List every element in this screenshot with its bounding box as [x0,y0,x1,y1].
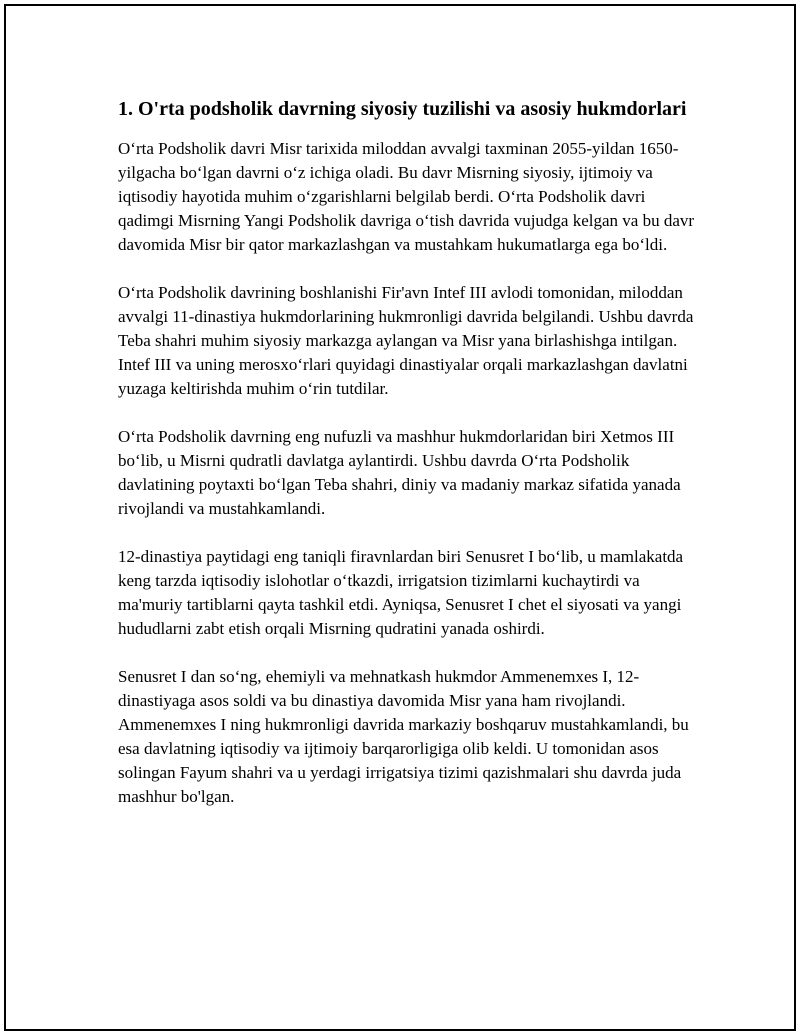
document-page [4,4,796,1031]
paragraph-3: O‘rta Podsholik davrning eng nufuzli va mashhur hukmdorlaridan biri Xetmos III bo‘lib, u Misrni qudratli davlatga aylantirdi. Ushbu davrda O‘rta Podsholik davlatining poytaxti bo‘lgan Teba shahri, diniy va madaniy markaz sifatida yanada rivojlandi va mustahkamlandi. [118,427,681,518]
paragraph-4: 12-dinastiya paytidagi eng taniqli firavnlardan biri Senusret I bo‘lib, u mamlakatda keng tarzda iqtisodiy islohotlar o‘tkazdi, irrigatsion tizimlarni kuchaytirdi va ma'muriy tartiblarni qayta tashkil etdi. Ayniqsa, Senusret I chet el siyosati va yangi hududlarni zabt etish orqali Misrning qudratini yanada oshirdi. [118,547,684,638]
paragraph-2: O‘rta Podsholik davrining boshlanishi Fir'avn Intef III avlodi tomonidan, miloddan avvalgi 11-dinastiya hukmdorlarining hukmronligi davrida belgilandi. Ushbu davrda Teba shahri muhim siyosiy markazga aylangan va Misr yana birlashishga intilgan. Intef III va uning merosxo‘rlari quyidagi dinastiyalar orqali markazlashgan davlatni yuzaga keltirishda muhim o‘rin tutdilar. [118,283,694,398]
section-heading: 1. O'rta podsholik davrning siyosiy tuzilishi va asosiy hukmdorlari [118,98,687,120]
document-content [118,94,698,833]
paragraph-1: O‘rta Podsholik davri Misr tarixida miloddan avvalgi taxminan 2055-yildan 1650-yilgacha bo‘lgan davrni o‘z ichiga oladi. Bu davr Misrning siyosiy, ijtimoiy va iqtisodiy hayotida muhim o‘zgarishlarni belgilab berdi. O‘rta Podsholik davri qadimgi Misrning Yangi Podsholik davriga o‘tish davrida vujudga kelgan va bu davr davomida Misr bir qator markazlashgan va mustahkam hukumatlarga ega bo‘ldi. [118,139,695,254]
paragraph-5: Senusret I dan so‘ng, ehemiyli va mehnatkash hukmdor Ammenemxes I, 12-dinastiyaga asos soldi va bu dinastiya davomida Misr yana ham rivojlandi. Ammenemxes I ning hukmronligi davrida markaziy boshqaruv mustahkamlandi, bu esa davlatning iqtisodiy va ijtimoiy barqarorligiga olib keldi. U tomonidan asos solingan Fayum shahri va u yerdagi irrigatsiya tizimi qazishmalari shu davrda juda mashhur bo'lgan. [118,667,689,806]
